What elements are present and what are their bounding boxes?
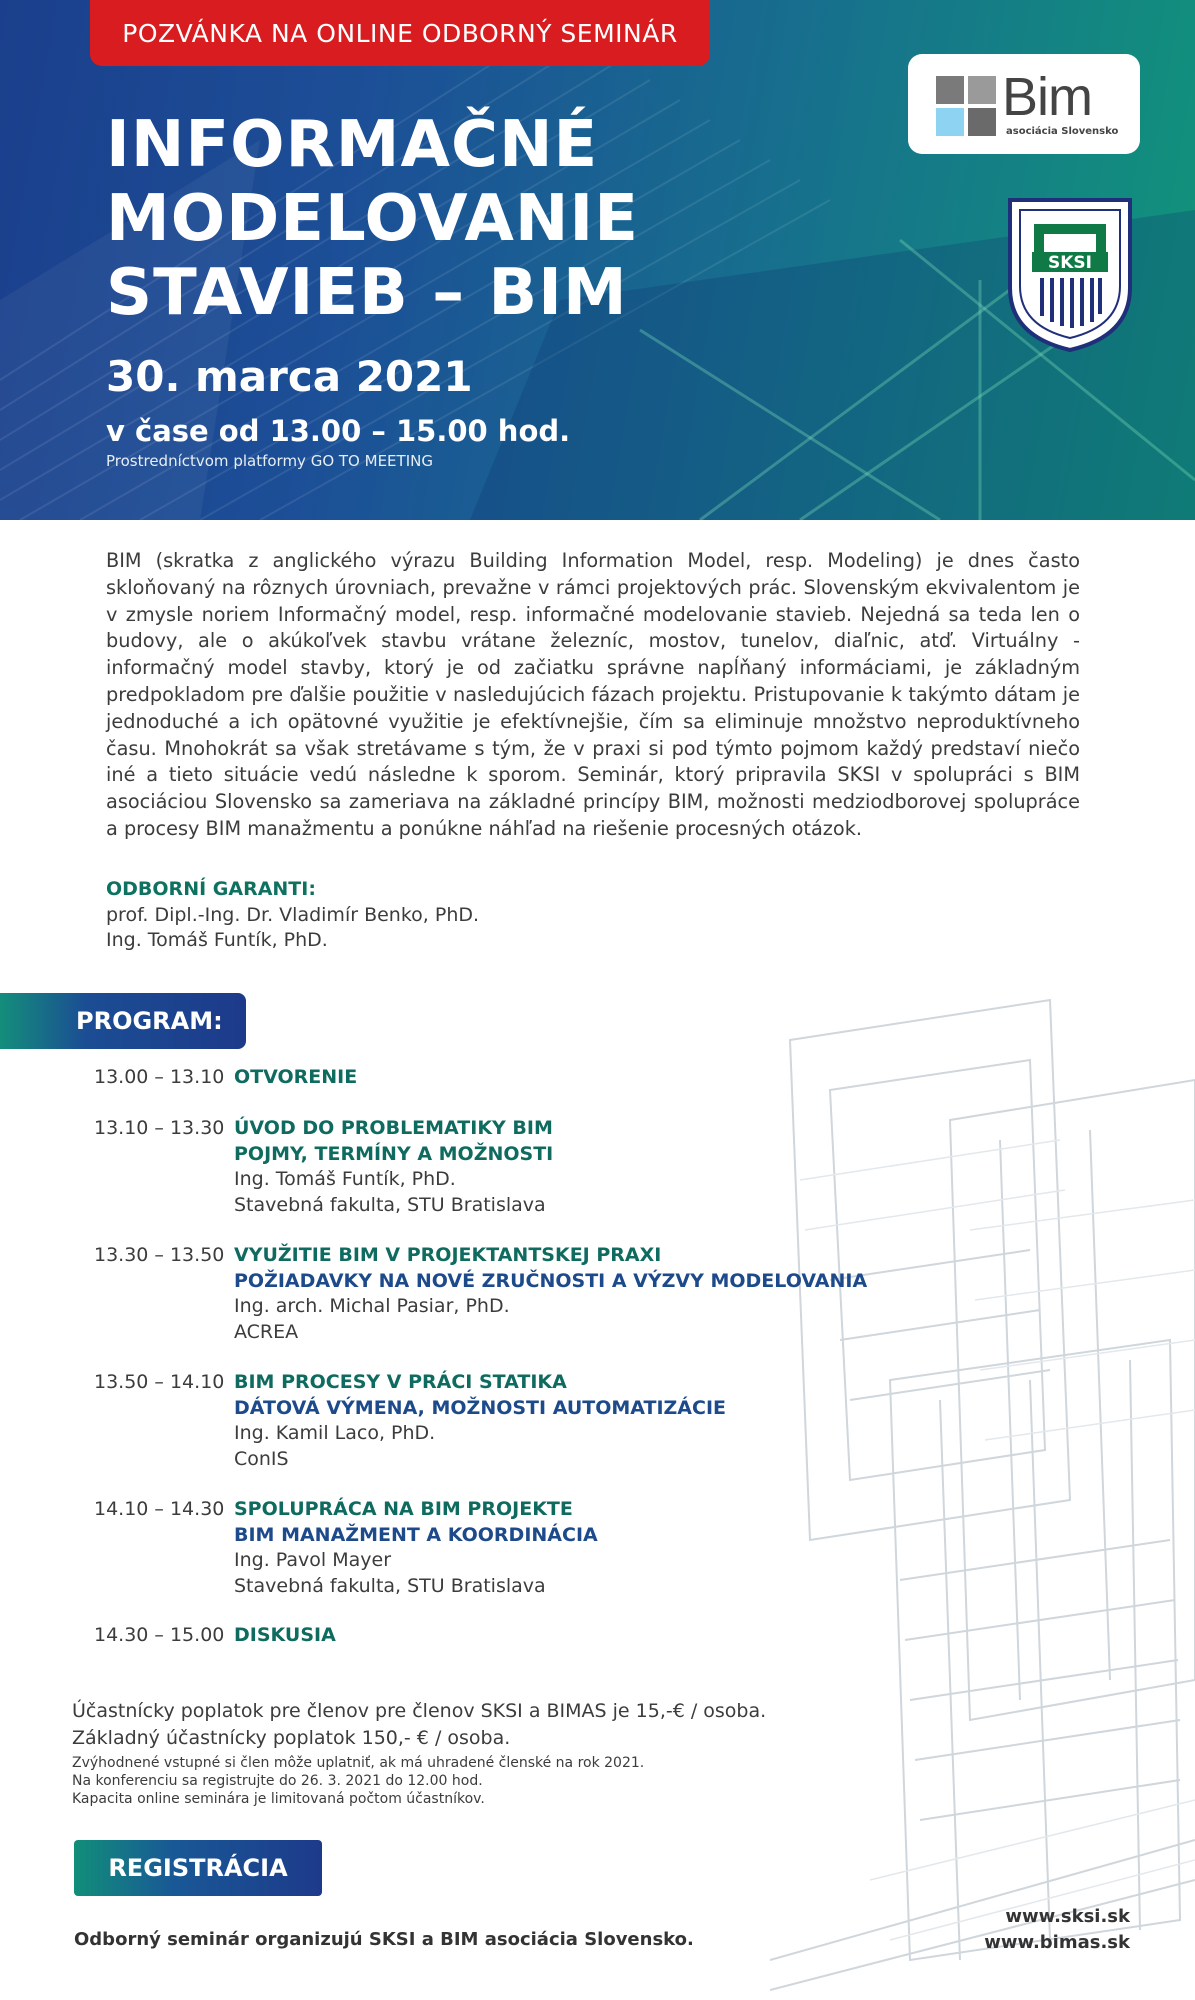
program-speaker: Ing. arch. Michal Pasiar, PhD. xyxy=(234,1295,510,1317)
seminar-platform: Prostredníctvom platformy GO TO MEETING xyxy=(106,452,433,470)
program-time: 14.30 – 15.00 xyxy=(94,1624,225,1646)
program-speaker: Ing. Pavol Mayer xyxy=(234,1549,392,1571)
fee-note: Na konferenciu sa registrujte do 26. 3. 2021 do 12.00 hod. xyxy=(72,1773,483,1789)
program-time: 13.50 – 14.10 xyxy=(94,1371,225,1393)
program-title: VYUŽITIE BIM V PROJEKTANTSKEJ PRAXI xyxy=(234,1244,662,1266)
program-subtitle: DÁTOVÁ VÝMENA, MOŽNOSTI AUTOMATIZÁCIE xyxy=(234,1396,726,1419)
fees-section xyxy=(72,1698,766,1752)
guarantors-section xyxy=(106,877,479,954)
program-speaker: Ing. Tomáš Funtík, PhD. xyxy=(234,1168,456,1190)
invite-label: POZVÁNKA NA ONLINE ODBORNÝ SEMINÁR xyxy=(90,0,710,66)
program-title: SPOLUPRÁCA NA BIM PROJEKTE xyxy=(234,1498,573,1520)
bim-squares-icon xyxy=(934,74,998,138)
bimas-website-link[interactable]: www.bimas.sk xyxy=(984,1932,1130,1953)
sksi-website-link[interactable]: www.sksi.sk xyxy=(1005,1906,1130,1927)
fees-notes xyxy=(72,1754,644,1808)
program-time: 13.00 – 13.10 xyxy=(94,1066,225,1088)
fee-note: Zvýhodnené vstupné si člen môže uplatniť, ak má uhradené členské na rok 2021. xyxy=(72,1755,645,1771)
program-title: OTVORENIE xyxy=(234,1066,358,1088)
program-time: 14.10 – 14.30 xyxy=(94,1498,225,1520)
guarantors-title: ODBORNÍ GARANTI: xyxy=(106,878,316,900)
program-speaker: Ing. Kamil Laco, PhD. xyxy=(234,1422,436,1444)
program-title: ÚVOD DO PROBLEMATIKY BIM xyxy=(234,1117,553,1139)
program-body xyxy=(234,1065,974,1091)
program-time: 13.30 – 13.50 xyxy=(94,1244,225,1266)
program-title: DISKUSIA xyxy=(234,1624,336,1646)
program-time: 13.10 – 13.30 xyxy=(94,1117,225,1139)
seminar-description: BIM (skratka z anglického výrazu Building Information Model, resp. Modeling) je dnes často skloňovaný na rôznych úrovniach, prevažne v rámci projektových prác. Slovenským ekvivalentom je v zmysle noriem Informačný model, resp. informačné modelovanie stavieb. Nejedná sa teda len o budovy, ale o akúkoľvek stavbu vrátane železníc, mostov, tunelov, diaľnic, atď. Virtuálny - informačný model stavby, ktorý je od začiatku správne napĺňaný informáciami, je základným predpokladom pre ďalšie použitie v nasledujúcich fázach projektu. Pristupovanie k takýmto dátam je jednoduché a ich opätovné využitie je efektívnejšie, čím sa eliminuje množstvo neproduktívneho času. Mnohokrát sa však stretávame s tým, že v praxi si pod týmto pojmom každý predstaví niečo iné a tieto situácie vedú následne k sporom. Seminár, ktorý pripravila SKSI v spolupráci s BIM asociáciou Slovensko sa zameriava na základné princípy BIM, možnosti medziodborovej spolupráce a procesy BIM manažmentu a ponúkne náhľad na riešenie procesných otázok. xyxy=(106,549,1080,840)
seminar-date: 30. marca 2021 xyxy=(106,352,473,401)
program-body xyxy=(234,1116,974,1218)
registration-button[interactable]: REGISTRÁCIA xyxy=(74,1840,322,1896)
title-line: MODELOVANIE xyxy=(106,182,639,256)
footer-links xyxy=(984,1904,1130,1956)
program-subtitle: BIM MANAŽMENT A KOORDINÁCIA xyxy=(234,1523,598,1546)
program-affiliation: Stavebná fakulta, STU Bratislava xyxy=(234,1574,546,1597)
program-body xyxy=(234,1370,974,1472)
program-body xyxy=(234,1623,974,1649)
sksi-seal-logo xyxy=(1004,196,1136,352)
program-affiliation: ACREA xyxy=(234,1320,299,1343)
program-label: PROGRAM: xyxy=(0,993,246,1049)
program-affiliation: Stavebná fakulta, STU Bratislava xyxy=(234,1193,546,1216)
hero-banner xyxy=(0,0,1195,520)
program-affiliation: ConIS xyxy=(234,1447,289,1470)
sksi-abbr: SKSI xyxy=(1048,253,1092,273)
bim-logo-word: Bim xyxy=(1002,67,1092,127)
basic-fee: Základný účastnícky poplatok 150,- € / osoba. xyxy=(72,1727,511,1749)
program-subtitle: POJMY, TERMÍNY A MOŽNOSTI xyxy=(234,1142,554,1165)
guarantor-name: Ing. Tomáš Funtík, PhD. xyxy=(106,929,328,951)
title-line: STAVIEB – BIM xyxy=(106,256,628,330)
program-subtitle: POŽIADAVKY NA NOVÉ ZRUČNOSTI A VÝZVY MODELOVANIA xyxy=(234,1269,868,1292)
bim-asociacia-logo xyxy=(908,54,1140,154)
seminar-title xyxy=(106,108,806,330)
fee-note: Kapacita online seminára je limitovaná počtom účastníkov. xyxy=(72,1791,485,1807)
seminar-time: v čase od 13.00 – 15.00 hod. xyxy=(106,414,571,448)
member-fee: Účastnícky poplatok pre členov pre členov SKSI a BIMAS je 15,-€ / osoba. xyxy=(72,1700,767,1722)
program-title: BIM PROCESY V PRÁCI STATIKA xyxy=(234,1371,567,1393)
title-line: INFORMAČNÉ xyxy=(106,108,599,182)
bim-logo-subtitle: asociácia Slovensko xyxy=(1006,126,1119,137)
program-body xyxy=(234,1243,974,1345)
program-body xyxy=(234,1497,974,1599)
guarantor-name: prof. Dipl.-Ing. Dr. Vladimír Benko, PhD. xyxy=(106,903,480,926)
organizers-text: Odborný seminár organizujú SKSI a BIM asociácia Slovensko. xyxy=(74,1929,694,1950)
